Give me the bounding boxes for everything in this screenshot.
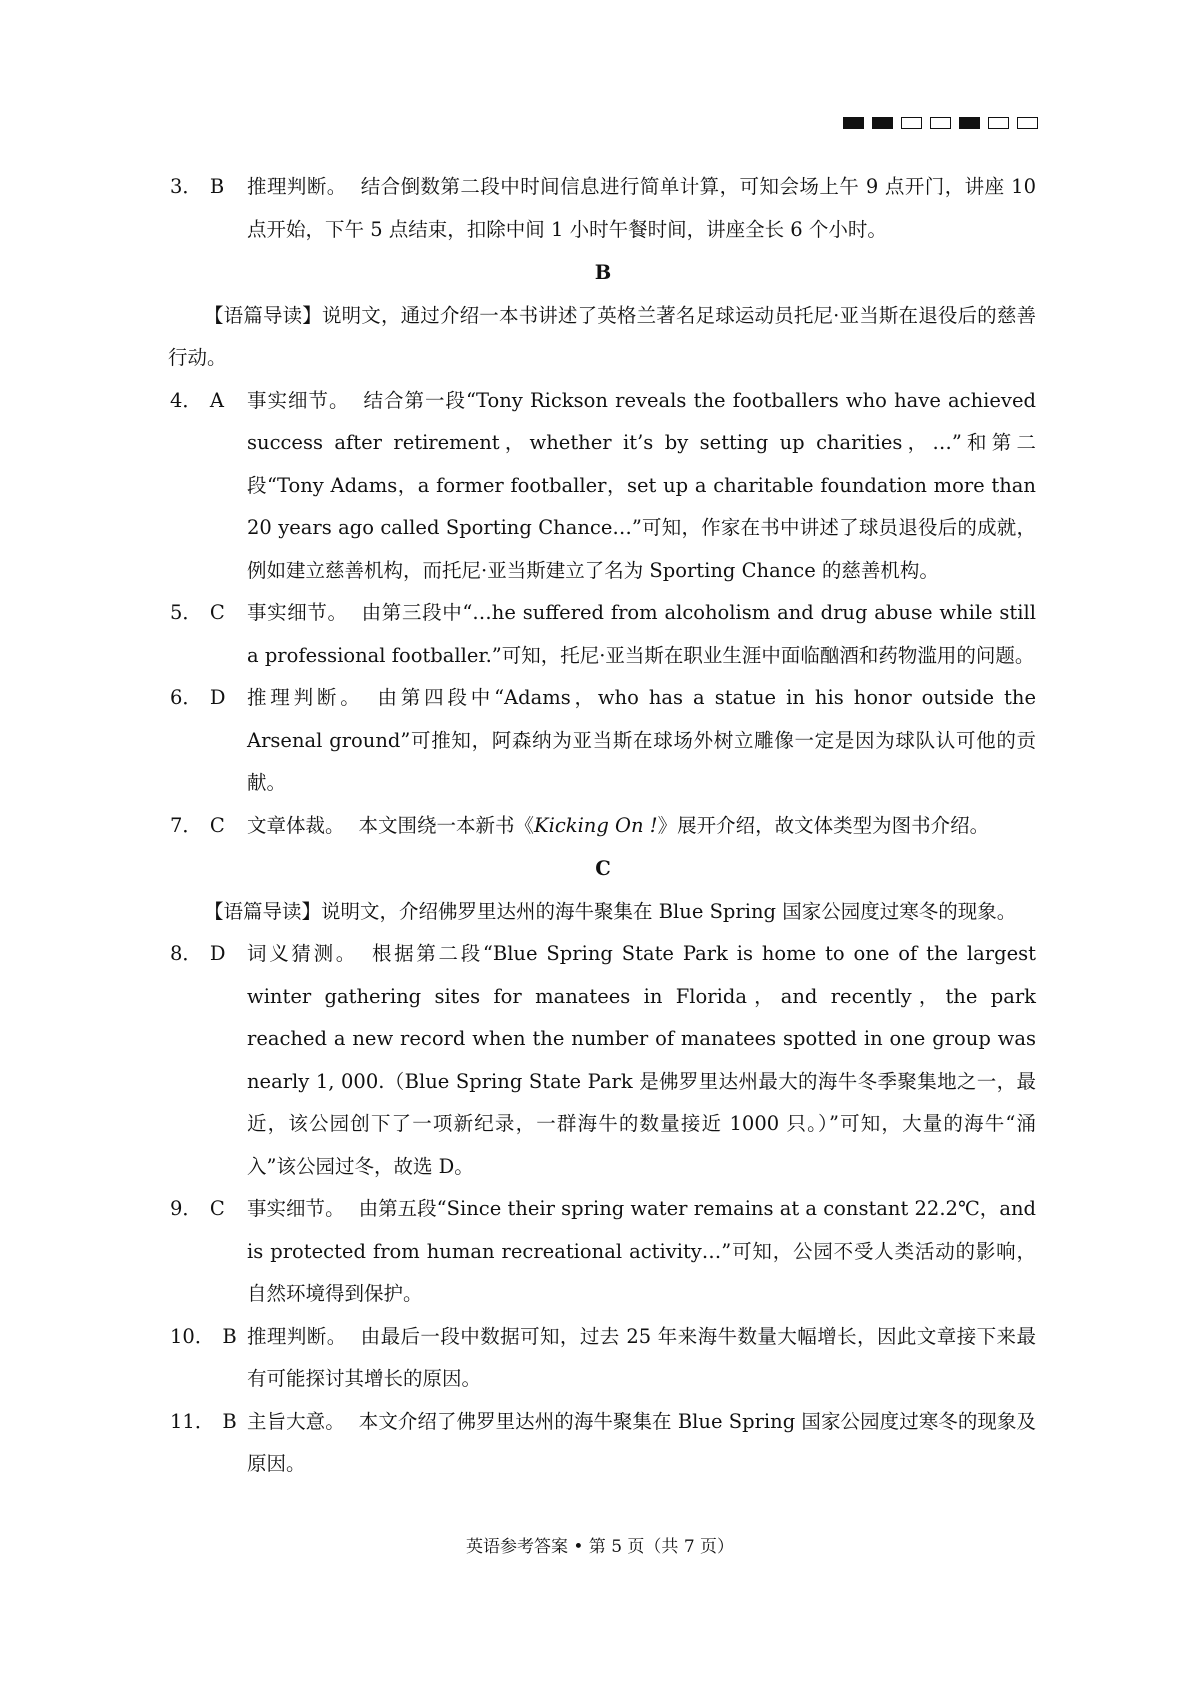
question-type-label: 推理判断。 — [247, 686, 364, 709]
guide-label: 【语篇导读】 — [204, 303, 322, 327]
guide-label: 【语篇导读】 — [204, 899, 322, 923]
question-number-text: 5． — [170, 601, 202, 624]
question-number — [170, 805, 247, 848]
explanation-text-after: 》展开介绍，故文体类型为图书介绍。 — [657, 813, 990, 837]
answer-letter: D — [209, 942, 226, 965]
explanation-text-before: 本文围绕一本新书《 — [358, 813, 535, 837]
answer-item-6 — [170, 677, 1036, 805]
header-mark-7 — [1017, 117, 1038, 129]
question-number — [170, 592, 247, 677]
question-type-label: 事实细节。 — [247, 388, 350, 412]
question-number-text: 6． — [170, 686, 202, 709]
header-mark-4 — [930, 117, 951, 129]
explanation-text: 由最后一段中数据可知，过去 25 年来海牛数量大幅增长，因此文章接下来最有可能探讨其增长的原因。 — [247, 1324, 1036, 1390]
answer-letter: A — [209, 388, 225, 412]
explanation — [247, 166, 1036, 251]
question-number — [170, 1316, 247, 1401]
explanation-text: 由第三段中“…he suffered from alcoholism and drug abuse while still a professional footballer.”可知，托尼·亚当斯在职业生涯中面临酗酒和药物滥用的问题。 — [247, 601, 1036, 667]
header-marks — [843, 117, 1038, 129]
header-mark-5 — [959, 117, 980, 129]
question-type-label: 事实细节。 — [247, 1197, 345, 1220]
question-type-label: 词义猜测。 — [247, 942, 358, 965]
question-number — [170, 677, 247, 805]
answer-letter: B — [222, 1409, 237, 1433]
explanation — [247, 380, 1036, 593]
question-type-label: 文章体裁。 — [247, 813, 345, 837]
explanation — [247, 805, 1036, 848]
question-number — [170, 1188, 247, 1316]
question-number-text: 11． — [170, 1409, 215, 1433]
book-title: Kicking On ! — [534, 813, 658, 837]
question-number-text: 3． — [170, 175, 202, 198]
answer-item-7 — [170, 805, 1036, 848]
question-number-text: 7． — [170, 813, 202, 837]
answer-letter: C — [209, 1197, 225, 1220]
question-number-text: 8． — [170, 942, 202, 965]
answer-item-4 — [170, 380, 1036, 593]
answer-item-8 — [170, 933, 1036, 1188]
explanation — [247, 592, 1036, 677]
question-type-label: 主旨大意。 — [247, 1409, 345, 1433]
question-number — [170, 1401, 247, 1486]
answer-content — [170, 166, 1036, 1486]
header-mark-1 — [843, 117, 864, 129]
header-mark-2 — [872, 117, 893, 129]
question-type-label: 事实细节。 — [247, 601, 348, 624]
answer-letter: C — [209, 601, 225, 624]
explanation-text: 由第五段“Since their spring water remains at a constant 22.2℃，and is protected from human recreational activity…”可知，公园不受人类活动的影响，自然环境得到保护。 — [247, 1197, 1036, 1305]
answer-letter: B — [209, 175, 225, 198]
question-number-text: 9． — [170, 1197, 202, 1220]
question-number — [170, 933, 247, 1188]
explanation — [247, 677, 1036, 805]
answer-letter: D — [209, 686, 226, 709]
explanation — [247, 1188, 1036, 1316]
answer-item-9 — [170, 1188, 1036, 1316]
question-number-text: 4． — [170, 388, 202, 412]
question-number-text: 10． — [170, 1324, 215, 1348]
guide-text: 说明文，通过介绍一本书讲述了英格兰著名足球运动员托尼·亚当斯在退役后的慈善行动。 — [168, 303, 1036, 369]
question-number — [170, 166, 247, 251]
question-number — [170, 380, 247, 593]
section-c-heading: C — [595, 857, 611, 880]
page-footer: 英语参考答案 • 第 5 页（共 7 页） — [465, 1537, 735, 1557]
section-b-heading: B — [594, 261, 612, 284]
explanation-text: 根据第二段“Blue Spring State Park is home to one of the largest winter gathering sites for manatees in Florida，and recently，the park reached a new record when the number of manatees spotted in one group was nearly 1, 000.（Blue Spring State Park 是佛罗里达州最大的海牛冬季聚集地之一，最近，该公园创下了一项新纪录，一群海牛的数量接近 1000 只。）”可知，大量的海牛“涌入”该公园过冬，故选 D。 — [247, 942, 1036, 1178]
explanation-text: 由第四段中“Adams，who has a statue in his honor outside the Arsenal ground”可推知，阿森纳为亚当斯在球场外树立雕像一定是因为球队认可他的贡献。 — [247, 686, 1036, 794]
explanation — [247, 1401, 1036, 1486]
answer-item-3 — [170, 166, 1036, 251]
answer-letter: B — [222, 1324, 237, 1348]
answer-item-10 — [170, 1316, 1036, 1401]
explanation — [247, 1316, 1036, 1401]
section-c-guide — [168, 891, 1036, 934]
answer-letter: C — [209, 813, 225, 837]
answer-item-5 — [170, 592, 1036, 677]
explanation-text: 结合倒数第二段中时间信息进行简单计算，可知会场上午 9 点开门，讲座 10 点开始，下午 5 点结束，扣除中间 1 小时午餐时间，讲座全长 6 个小时。 — [247, 175, 1036, 241]
explanation-text: 结合第一段“Tony Rickson reveals the footballers who have achieved success after retirement，whether it’s by setting up charities，…”和第二段“Tony Adams，a former footballer，set up a charitable foundation more than 20 years ago called Sporting Chance…”可知，作家在书中讲述了球员退役后的成就，例如建立慈善机构，而托尼·亚当斯建立了名为 Sporting Chance 的慈善机构。 — [247, 388, 1036, 582]
question-type-label: 推理判断。 — [247, 175, 347, 198]
header-mark-3 — [901, 117, 922, 129]
section-b-guide — [168, 295, 1036, 380]
guide-text: 说明文，介绍佛罗里达州的海牛聚集在 Blue Spring 国家公园度过寒冬的现象。 — [321, 899, 1017, 923]
explanation — [247, 933, 1036, 1188]
answer-item-11 — [170, 1401, 1036, 1486]
explanation-text: 本文介绍了佛罗里达州的海牛聚集在 Blue Spring 国家公园度过寒冬的现象及原因。 — [247, 1409, 1036, 1475]
question-type-label: 推理判断。 — [247, 1324, 347, 1348]
header-mark-6 — [988, 117, 1009, 129]
